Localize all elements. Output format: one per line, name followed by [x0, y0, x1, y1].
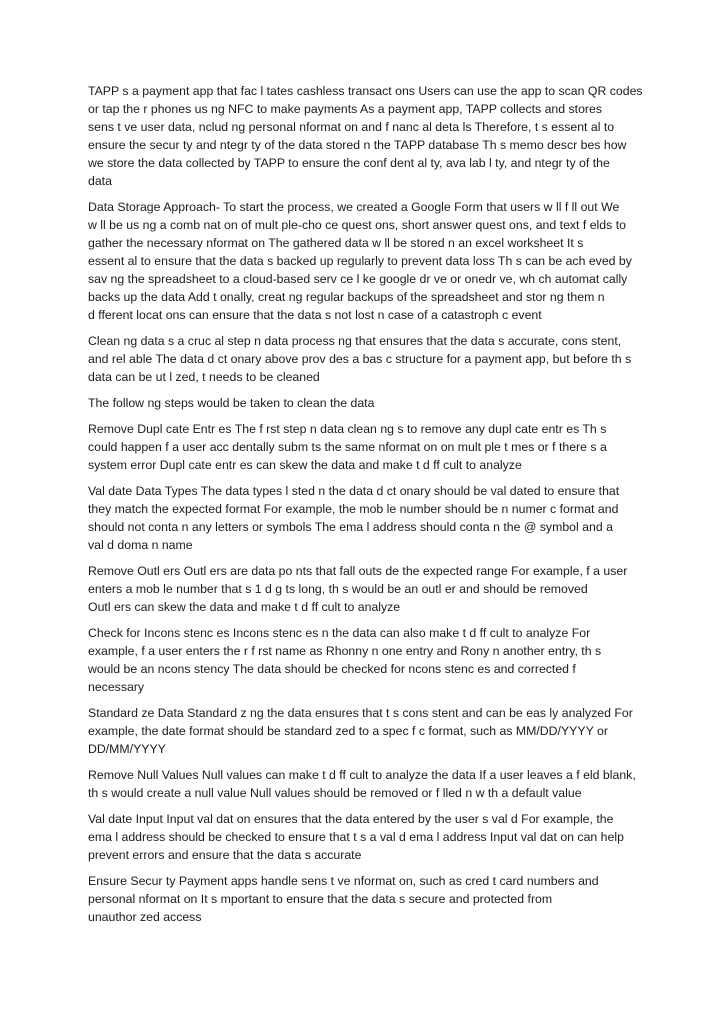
cleaning-data-paragraph: Clean ng data s a cruc al step n data process ng that ensures that the data s accurate, cons stent, and rel able The data d ct onary above prov des a bas c structure for a payment app, but before th s data can be ut l zed, t needs to be cleaned [88, 334, 632, 384]
document-body [88, 82, 644, 934]
cleaning-steps-intro: The follow ng steps would be taken to clean the data [88, 396, 375, 410]
validate-data-types-paragraph: Val date Data Types The data types l sted n the data d ct onary should be val dated to ensure that they match the expected format For example, the mob le number should be n numer c format and should not conta n any letters or symbols The ema l address should conta n the @ symbol and a val d doma n name [88, 484, 620, 552]
ensure-security-paragraph: Ensure Secur ty Payment apps handle sens t ve nformat on, such as cred t card numbers and personal nformat on It s mportant to ensure that the data s secure and protected from unauthor zed access [88, 874, 599, 924]
standardize-data-paragraph: Standard ze Data Standard z ng the data ensures that t s cons stent and can be eas ly analyzed For example, the date format should be standard zed to a spec f c format, such as MM/DD/YYYY or DD/MM/YYYY [88, 706, 633, 756]
data-storage-approach-paragraph: Data Storage Approach- To start the process, we created a Google Form that users w ll f ll out We w ll be us ng a comb nat on of mult ple-cho ce quest ons, short answer quest ons, and text f elds to gather the necessary nformat on The gathered data w ll be stored n an excel worksheet It s essent al to ensure that the data s backed up regularly to prevent data loss Th s can be ach eved by sav ng the spreadsheet to a cloud-based serv ce l ke google dr ve or onedr ve, wh ch automat cally backs up the data Add t onally, creat ng regular backups of the spreadsheet and stor ng them n d fferent locat ons can ensure that the data s not lost n case of a catastroph c event [88, 200, 632, 322]
validate-input-paragraph: Val date Input Input val dat on ensures that the data entered by the user s val d For example, the ema l address should be checked to ensure that t s a val d ema l address Input val dat on can help prevent errors and ensure that the data s accurate [88, 812, 624, 862]
intro-paragraph: TAPP s a payment app that fac l tates cashless transact ons Users can use the app to scan QR codes or tap the r phones us ng NFC to make payments As a payment app, TAPP collects and stores sens t ve user data, nclud ng personal nformat on and f nanc al deta ls Therefore, t s essent al to ensure the secur ty and ntegr ty of the data stored n the TAPP database Th s memo descr bes how we store the data collected by TAPP to ensure the conf dent al ty, ava lab l ty, and ntegr ty of the data [88, 84, 643, 188]
remove-outliers-paragraph: Remove Outl ers Outl ers are data po nts that fall outs de the expected range For example, f a user enters a mob le number that s 1 d g ts long, th s would be an outl er and should be removed Outl ers can skew the data and make t d ff cult to analyze [88, 564, 628, 614]
check-inconsistencies-paragraph: Check for Incons stenc es Incons stenc es n the data can also make t d ff cult to analyze For example, f a user enters the r f rst name as Rhonny n one entry and Rony n another entry, th s would be an ncons stency The data should be checked for ncons stenc es and corrected f necessary [88, 626, 602, 694]
remove-null-values-paragraph: Remove Null Values Null values can make t d ff cult to analyze the data If a user leaves a f eld blank, th s would create a null value Null values should be removed or f lled n w th a default value [88, 768, 636, 800]
remove-duplicate-entries-paragraph: Remove Dupl cate Entr es The f rst step n data clean ng s to remove any dupl cate entr es Th s could happen f a user acc dentally subm ts the same nformat on on mult ple t mes or f there s a system error Dupl cate entr es can skew the data and make t d ff cult to analyze [88, 422, 607, 472]
